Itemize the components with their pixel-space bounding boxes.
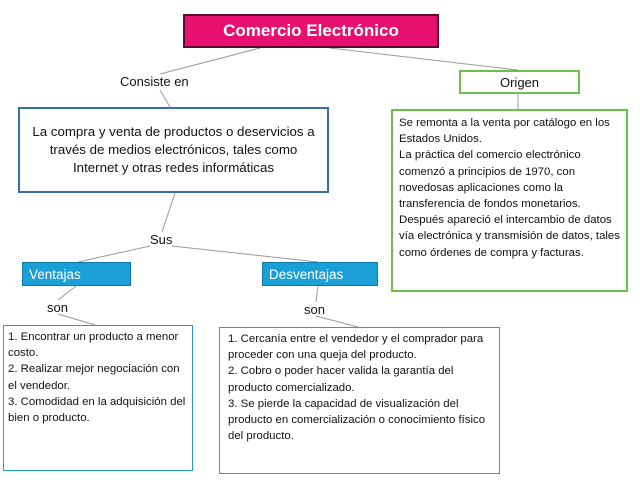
connector-son-left: son xyxy=(47,300,68,315)
list-item: 3. Comodidad en la adquisición del bien o producto. xyxy=(8,395,186,425)
desventajas-label: Desventajas xyxy=(269,266,344,282)
origen-label: Origen xyxy=(499,74,540,90)
origen-line: Se remonta a la venta por catálogo en los Estados Unidos. xyxy=(399,117,610,146)
title-box xyxy=(183,14,439,48)
ventajas-header xyxy=(22,262,131,286)
connector-sus: Sus xyxy=(150,232,173,247)
definition-box xyxy=(18,107,329,193)
list-item: 2. Cobro o poder hacer valida la garantía del producto comercializado. xyxy=(228,365,454,394)
ventajas-label: Ventajas xyxy=(29,266,81,282)
connector-consiste-en: Consiste en xyxy=(120,74,189,89)
desventajas-list xyxy=(219,327,500,474)
title-text: Comercio Electrónico xyxy=(223,21,399,40)
list-item: 1. Encontrar un producto a menor costo. xyxy=(8,331,179,360)
origen-line: La práctica del comercio electrónico comenzó a principios de 1970, con novedosas aplicaciones como la transferencia de fondos monetarios. xyxy=(399,149,581,211)
origen-line: Después apareció el intercambio de datos vía electrónica y transmisión de datos, tales como órdenes de compra y facturas. xyxy=(399,214,620,259)
list-item: 3. Se pierde la capacidad de visualización del producto en comercialización o conocimiento físico del producto. xyxy=(228,397,486,443)
origen-text-box xyxy=(391,109,628,292)
desventajas-header xyxy=(262,262,378,286)
connector-son-right: son xyxy=(304,302,325,317)
list-item: 1. Cercanía entre el vendedor y el comprador para proceder con una queja del producto. xyxy=(228,333,484,362)
origen-box xyxy=(459,70,580,94)
ventajas-list xyxy=(3,325,193,471)
definition-text: La compra y venta de productos o deservicios a través de medios electrónicos, tales como Internet y otras redes informáticas xyxy=(32,124,315,175)
list-item: 2. Realizar mejor negociación con el vendedor. xyxy=(8,363,180,392)
